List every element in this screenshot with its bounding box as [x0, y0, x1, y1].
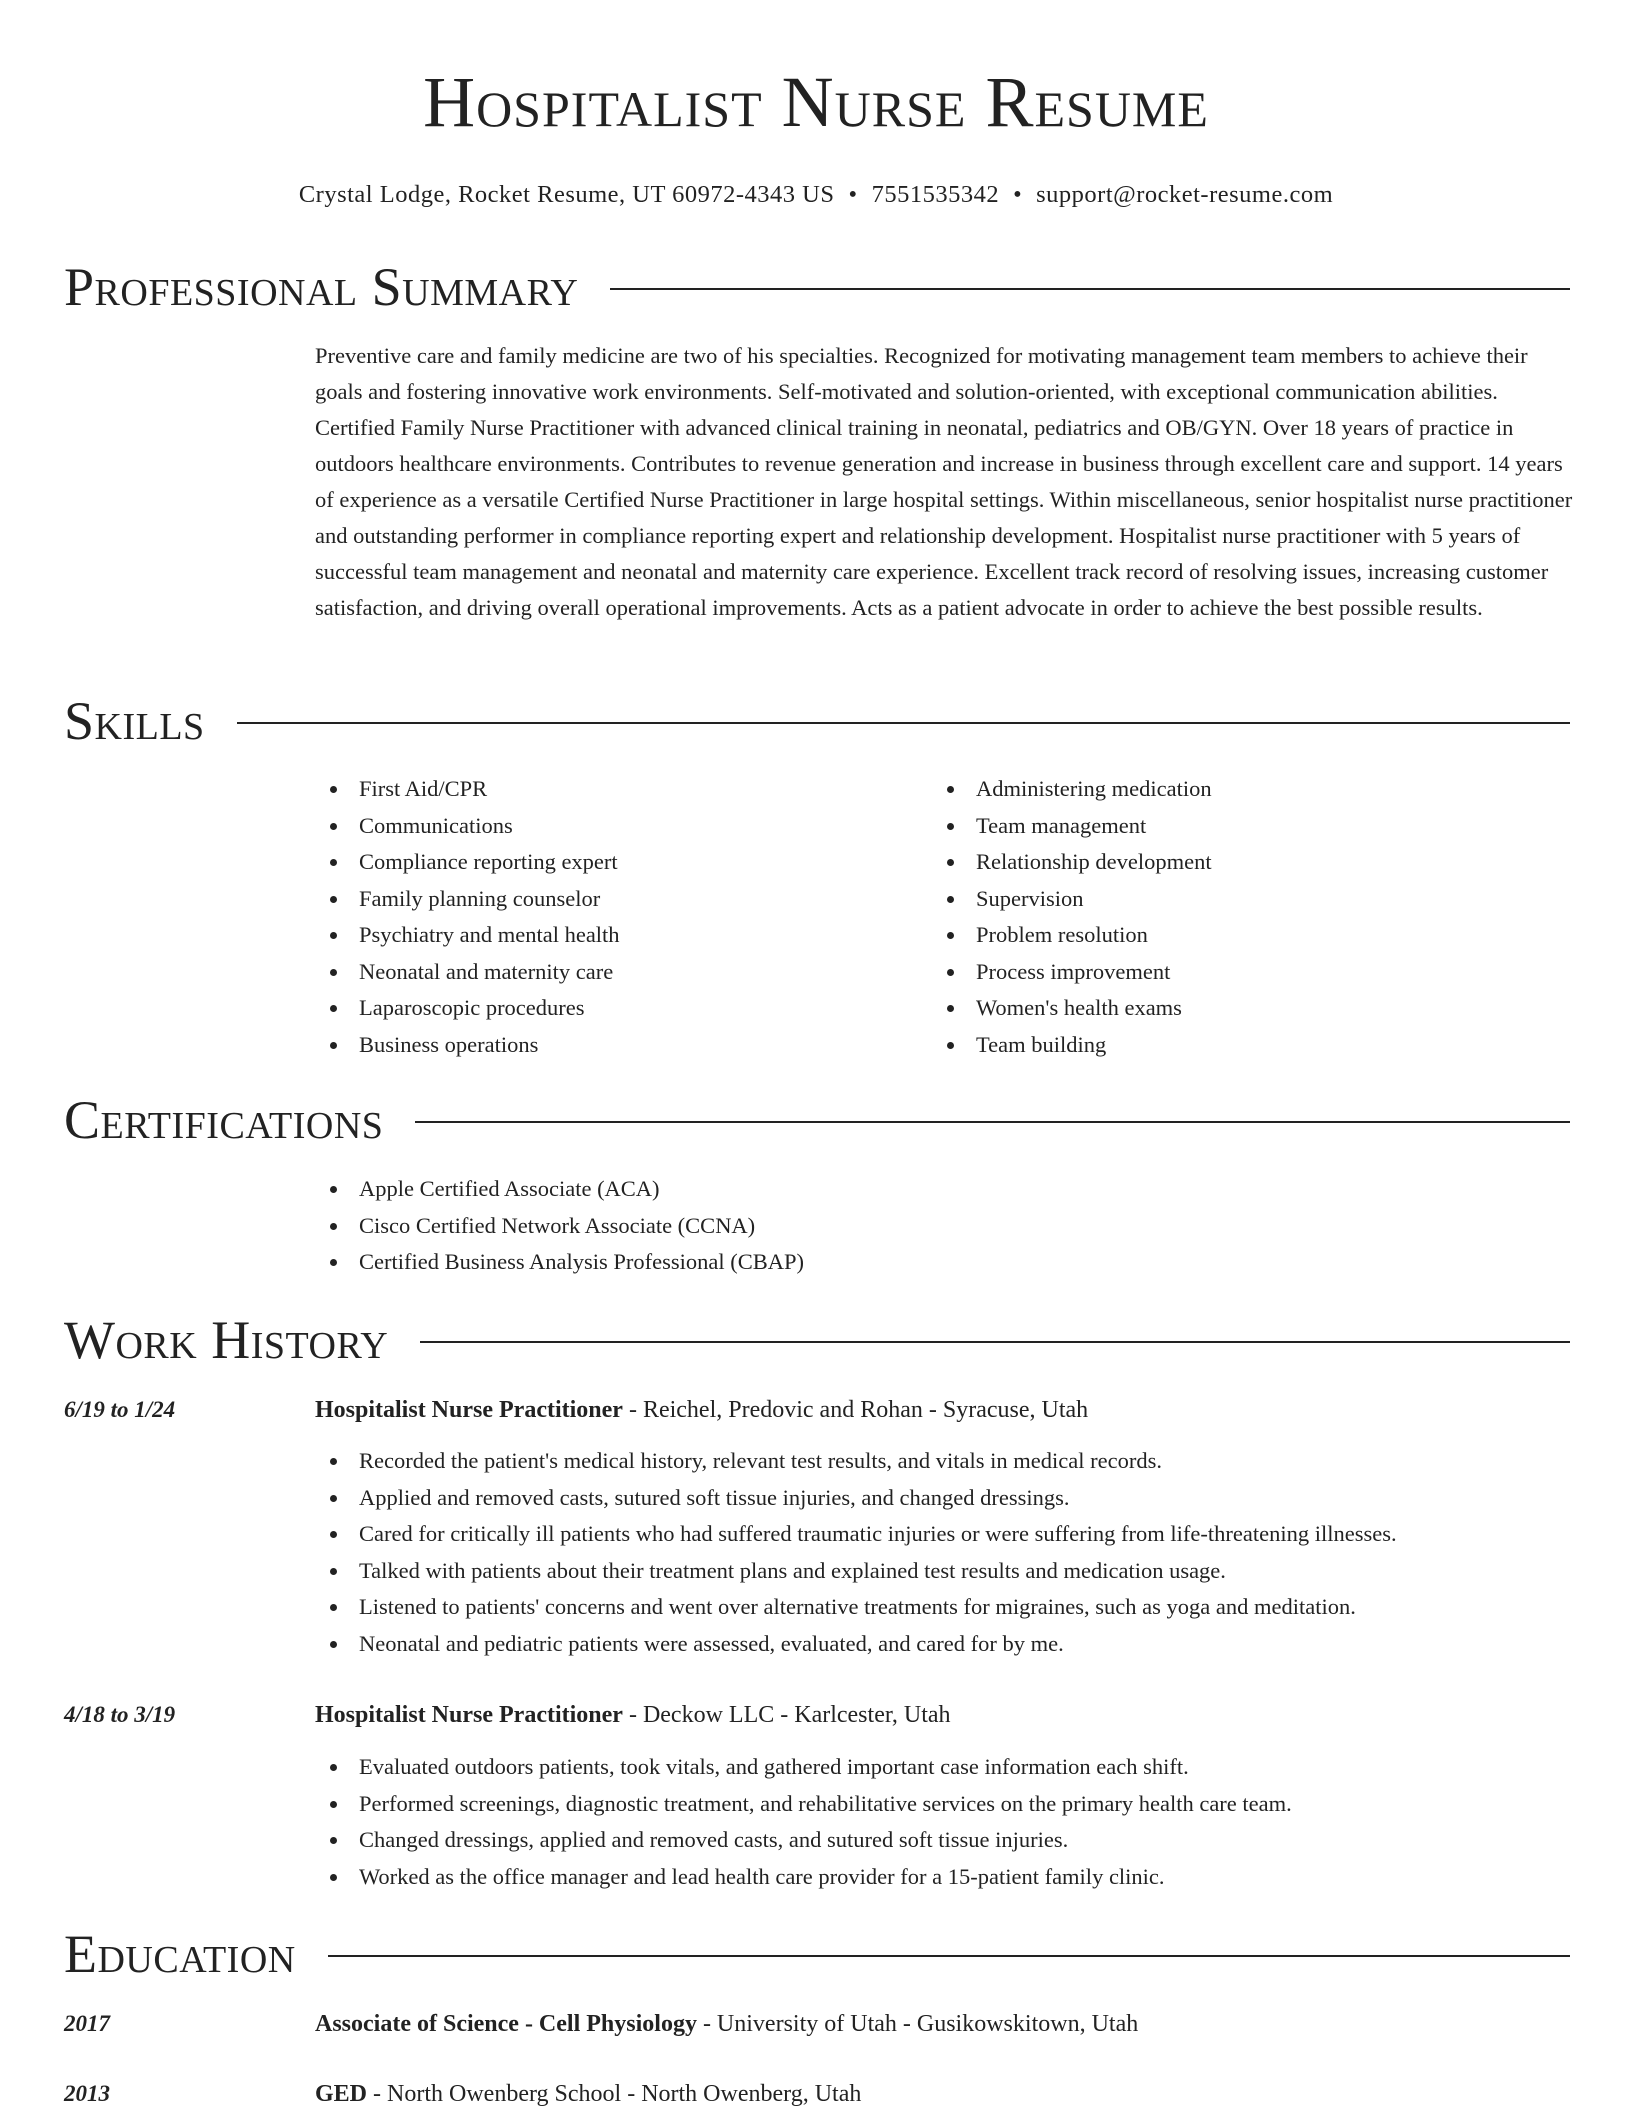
skill-item: Business operations	[315, 1027, 932, 1064]
education-entry	[315, 2078, 1575, 2110]
job-duties	[315, 1443, 1575, 1662]
job-duty-item: Performed screenings, diagnostic treatment, and rehabilitative services on the primary health care team.	[315, 1786, 1575, 1823]
resume-header	[0, 58, 1632, 210]
job-duty-item: Evaluated outdoors patients, took vitals, and gathered important case information each shift.	[315, 1749, 1575, 1786]
section-title-summary: Professional Summary	[64, 257, 579, 317]
skills-list-right	[932, 771, 1549, 1063]
job-heading	[315, 1394, 1575, 1426]
skill-item: Supervision	[932, 881, 1549, 918]
job-dates: 4/18 to 3/19	[64, 1702, 176, 1727]
job-duty-item: Worked as the office manager and lead health care provider for a 15-patient family clinic.	[315, 1859, 1575, 1896]
job-dates: 6/19 to 1/24	[64, 1397, 176, 1422]
job-heading	[315, 1699, 1575, 1731]
contact-phone: 7551535342	[871, 181, 1000, 208]
education-entry	[315, 2008, 1575, 2040]
skill-item: Relationship development	[932, 844, 1549, 881]
skill-item: Laparoscopic procedures	[315, 990, 932, 1027]
contact-address: Crystal Lodge, Rocket Resume, UT 60972-4343 US	[298, 181, 835, 208]
skill-item: Women's health exams	[932, 990, 1549, 1027]
education-school: - North Owenberg School - North Owenberg, Utah	[367, 2081, 862, 2107]
certifications-list	[315, 1171, 1575, 1281]
certifications-content	[315, 1171, 1575, 1281]
section-title-certifications: Certifications	[64, 1090, 384, 1150]
skill-item: Problem resolution	[932, 917, 1549, 954]
skill-item: Family planning counselor	[315, 881, 932, 918]
education-degree: Associate of Science - Cell Physiology	[315, 2011, 697, 2037]
job-duty-item: Neonatal and pediatric patients were assessed, evaluated, and cared for by me.	[315, 1626, 1575, 1663]
contact-email: support@rocket-resume.com	[1036, 181, 1334, 208]
job-duty-item: Talked with patients about their treatment plans and explained test results and medication usage.	[315, 1553, 1575, 1590]
contact-line	[0, 180, 1632, 210]
work-section-header	[64, 1309, 1570, 1371]
summary-content	[315, 338, 1575, 626]
job-employer: - Deckow LLC - Karlcester, Utah	[622, 1702, 951, 1728]
job-title: Hospitalist Nurse Practitioner	[315, 1397, 623, 1423]
education-school: - University of Utah - Gusikowskitown, Utah	[696, 2011, 1139, 2037]
job-employer: - Reichel, Predovic and Rohan - Syracuse, Utah	[622, 1397, 1089, 1423]
job-duties	[315, 1749, 1575, 1895]
skill-item: Team building	[932, 1027, 1549, 1064]
job-duty-item: Changed dressings, applied and removed casts, and sutured soft tissue injuries.	[315, 1822, 1575, 1859]
skill-item: Communications	[315, 808, 932, 845]
section-title-skills: Skills	[64, 691, 205, 751]
skill-item: Psychiatry and mental health	[315, 917, 932, 954]
skills-content	[315, 771, 1575, 1063]
education-year: 2017	[64, 2011, 110, 2036]
section-divider	[328, 1955, 1570, 1957]
summary-text: Preventive care and family medicine are two of his specialties. Recognized for motivating management team members to achieve their goals and fostering innovative work environments. Self-motivated and solution-oriented, with exceptional communication abilities. Certified Family Nurse Practitioner with advanced clinical training in neonatal, pediatrics and OB/GYN. Over 18 years of practice in outdoors healthcare environments. Contributes to revenue generation and increase in business through excellent care and support. 14 years of experience as a versatile Certified Nurse Practitioner in large hospital settings. Within miscellaneous, senior hospitalist nurse practitioner and outstanding performer in compliance reporting expert and relationship development. Hospitalist nurse practitioner with 5 years of successful team management and neonatal and maternity care experience. Excellent track record of resolving issues, increasing customer satisfaction, and driving overall operational improvements. Acts as a patient advocate in order to achieve the best possible results.	[315, 343, 1573, 620]
section-title-work-history: Work History	[64, 1310, 389, 1370]
education-degree: GED	[315, 2081, 368, 2107]
skill-item: First Aid/CPR	[315, 771, 932, 808]
job-duty-item: Listened to patients' concerns and went over alternative treatments for migraines, such as yoga and meditation.	[315, 1589, 1575, 1626]
certification-item: Cisco Certified Network Associate (CCNA)	[315, 1208, 1575, 1245]
section-divider	[237, 722, 1570, 724]
skills-list-left	[315, 771, 932, 1063]
skill-item: Process improvement	[932, 954, 1549, 991]
certification-item: Certified Business Analysis Professional (CBAP)	[315, 1244, 1575, 1281]
section-title-education: Education	[64, 1924, 296, 1984]
certifications-section-header	[64, 1089, 1570, 1151]
education-section-header	[64, 1923, 1570, 1985]
summary-section-header	[64, 256, 1570, 318]
skills-section-header	[64, 690, 1570, 752]
section-divider	[415, 1121, 1570, 1123]
education-year: 2013	[64, 2081, 110, 2106]
job-duty-item: Cared for critically ill patients who had suffered traumatic injuries or were suffering from life-threatening illnesses.	[315, 1516, 1575, 1553]
job-duty-item: Applied and removed casts, sutured soft tissue injuries, and changed dressings.	[315, 1480, 1575, 1517]
page-title: Hospitalist Nurse Resume	[423, 62, 1209, 142]
skill-item: Compliance reporting expert	[315, 844, 932, 881]
job-title: Hospitalist Nurse Practitioner	[315, 1702, 623, 1728]
certification-item: Apple Certified Associate (ACA)	[315, 1171, 1575, 1208]
job-duties-list	[315, 1443, 1575, 1662]
section-divider	[420, 1341, 1570, 1343]
job-duty-item: Recorded the patient's medical history, relevant test results, and vitals in medical records.	[315, 1443, 1575, 1480]
contact-separator: •	[848, 181, 858, 208]
section-divider	[610, 288, 1570, 290]
skill-item: Neonatal and maternity care	[315, 954, 932, 991]
skill-item: Administering medication	[932, 771, 1549, 808]
contact-separator: •	[1013, 181, 1023, 208]
job-duties-list	[315, 1749, 1575, 1895]
skill-item: Team management	[932, 808, 1549, 845]
